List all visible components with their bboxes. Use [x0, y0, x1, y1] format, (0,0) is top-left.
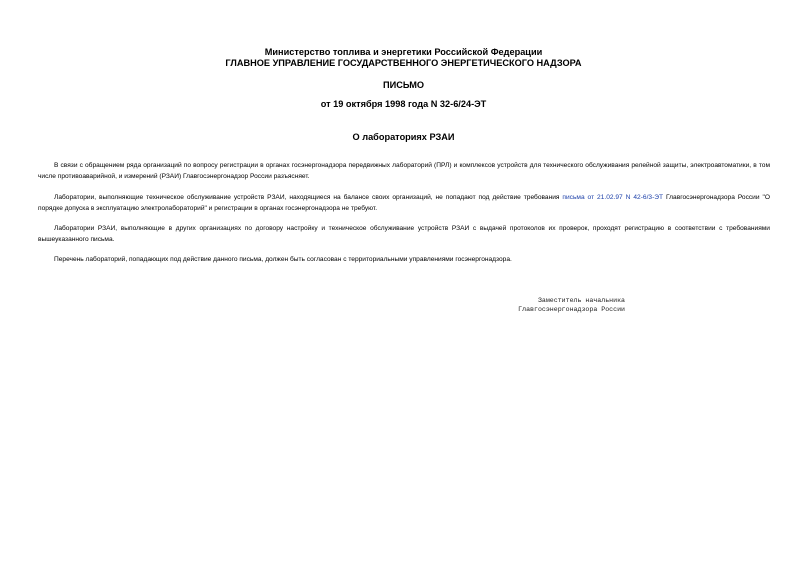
- directorate-name: ГЛАВНОЕ УПРАВЛЕНИЕ ГОСУДАРСТВЕННОГО ЭНЕРГЕТИЧЕСКОГО НАДЗОРА: [225, 58, 582, 68]
- referenced-letter-link[interactable]: письма от 21.02.97 N 42-6/3-ЭТ: [562, 194, 664, 201]
- paragraph-4: Перечень лабораторий, попадающих под действие данного письма, должен быть согласован с территориальными управлениями госэнергонадзора.: [54, 256, 512, 263]
- paragraph-2: [38, 192, 770, 214]
- signature-position: Заместитель начальника: [537, 297, 625, 304]
- paragraph-3: Лаборатории РЗАИ, выполняющие в других организациях по договору настройку и техническое обслуживание устройств РЗАИ с выдачей протоколов их проверок, проходят регистрацию в соответствии с требованиями вышеуказанного письма.: [38, 225, 770, 243]
- document-header: [0, 47, 807, 69]
- document-subject: О лабораториях РЗАИ: [352, 132, 455, 142]
- paragraph-1: В связи с обращением ряда организаций по вопросу регистрации в органах госэнергонадзора передвижных лабораторий (ПРЛ) и комплексов устройств для технического обслуживания релейной защиты, электроавтоматики, в том числе противоаварийной, и измерений (РЗАИ) Главгосэнергонадзор России разъясняет.: [38, 162, 770, 180]
- paragraph-2-text-before: Лаборатории, выполняющие техническое обслуживание устройств РЗАИ, находящиеся на балансе своих организаций, не попадают под действие требования: [54, 194, 563, 201]
- signature-organization: Главгосэнергонадзора России: [518, 306, 625, 313]
- paragraph-2-text-after: Главгосэнергонадзора России "О порядке допуска в эксплуатацию электролабораторий" и регистрации в органах госэнергонадзора не требуют.: [38, 194, 770, 212]
- document-date-number: от 19 октября 1998 года N 32-6/24-ЭТ: [320, 99, 487, 109]
- ministry-name: Министерство топлива и энергетики Российской Федерации: [264, 47, 543, 57]
- signature-block: [470, 296, 625, 314]
- document-type: ПИСЬМО: [382, 80, 425, 90]
